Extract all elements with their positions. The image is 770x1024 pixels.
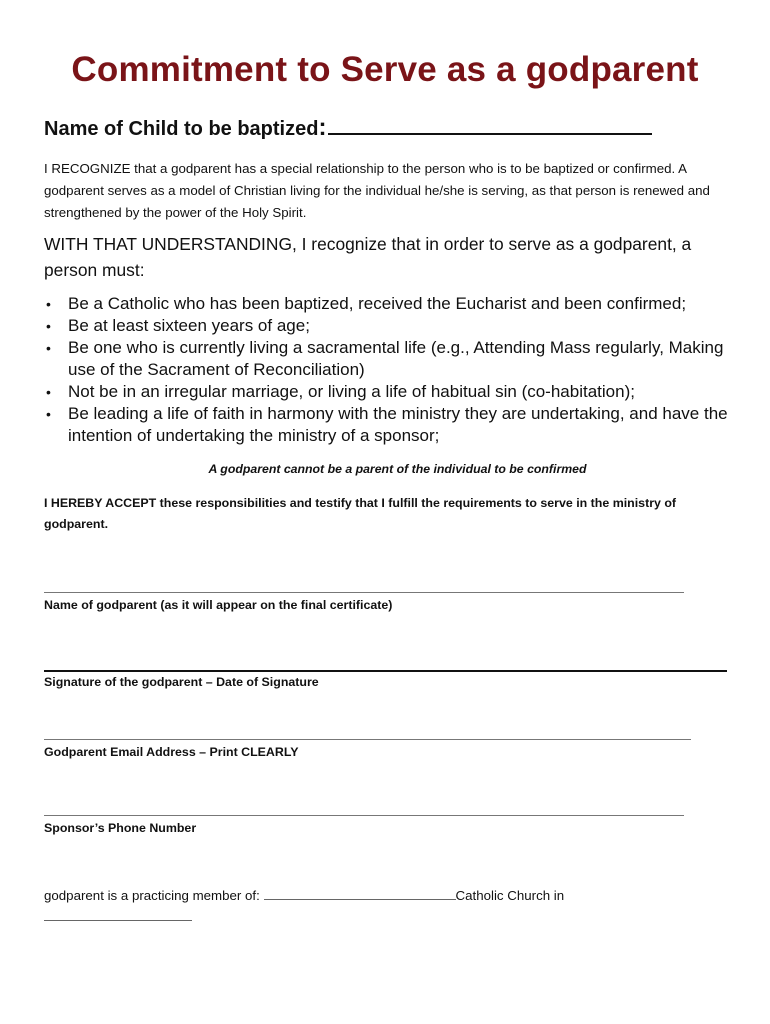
bullet-icon: • <box>46 318 51 334</box>
email-label: Godparent Email Address – Print CLEARLY <box>44 745 299 759</box>
child-name-blank[interactable] <box>328 113 652 135</box>
requirement-item <box>44 403 734 447</box>
city-blank[interactable] <box>44 920 192 921</box>
bullet-icon: • <box>46 296 51 312</box>
requirement-item <box>44 337 734 381</box>
requirement-text: Be a Catholic who has been baptized, received the Eucharist and been confirmed; <box>68 294 687 313</box>
signature-field[interactable] <box>44 670 727 672</box>
bullet-icon: • <box>46 384 51 400</box>
godparent-name-label: Name of godparent (as it will appear on the final certificate) <box>44 598 393 612</box>
requirement-text: Be one who is currently living a sacramental life (e.g., Attending Mass regularly, Making use of the Sacrament of Reconciliation) <box>68 338 724 379</box>
intro-paragraph: I RECOGNIZE that a godparent has a special relationship to the person who is to be baptized or confirmed. A godparent serves as a model of Christian living for the individual he/she is serving, as that person is renewed and strengthened by the power of the Holy Spirit. <box>44 161 710 220</box>
requirement-text: Be at least sixteen years of age; <box>68 316 310 335</box>
child-name-label: Name of Child to be baptized <box>44 118 319 140</box>
bullet-icon: • <box>46 406 51 422</box>
form-title: Commitment to Serve as a godparent <box>71 50 699 89</box>
parish-blank[interactable] <box>264 887 456 900</box>
understanding-paragraph: WITH THAT UNDERSTANDING, I recognize that in order to serve as a godparent, a person must: <box>44 234 692 280</box>
acceptance-statement: I HEREBY ACCEPT these responsibilities and testify that I fulfill the requirements to serve in the ministry of godparent. <box>44 496 677 531</box>
signature-label: Signature of the godparent – Date of Signature <box>44 675 319 689</box>
membership-suffix: Catholic Church in <box>455 888 565 903</box>
requirement-item <box>44 381 734 403</box>
phone-field[interactable] <box>44 815 684 816</box>
bullet-icon: • <box>46 340 51 356</box>
requirement-item <box>44 315 734 337</box>
requirement-item <box>44 293 734 315</box>
child-name-line <box>44 113 652 142</box>
child-name-colon: : <box>318 114 327 141</box>
membership-line <box>44 887 564 903</box>
requirement-text: Not be in an irregular marriage, or living a life of habitual sin (co-habitation); <box>68 382 635 401</box>
requirement-text: Be leading a life of faith in harmony with the ministry they are undertaking, and have the intention of undertaking the ministry of a sponsor; <box>68 404 728 445</box>
godparent-name-field[interactable] <box>44 592 684 593</box>
parent-restriction-note: A godparent cannot be a parent of the individual to be confirmed <box>208 462 587 476</box>
email-field[interactable] <box>44 739 691 740</box>
requirements-list <box>44 293 734 447</box>
membership-prefix: godparent is a practicing member of: <box>44 888 264 903</box>
phone-label: Sponsor’s Phone Number <box>44 821 197 835</box>
